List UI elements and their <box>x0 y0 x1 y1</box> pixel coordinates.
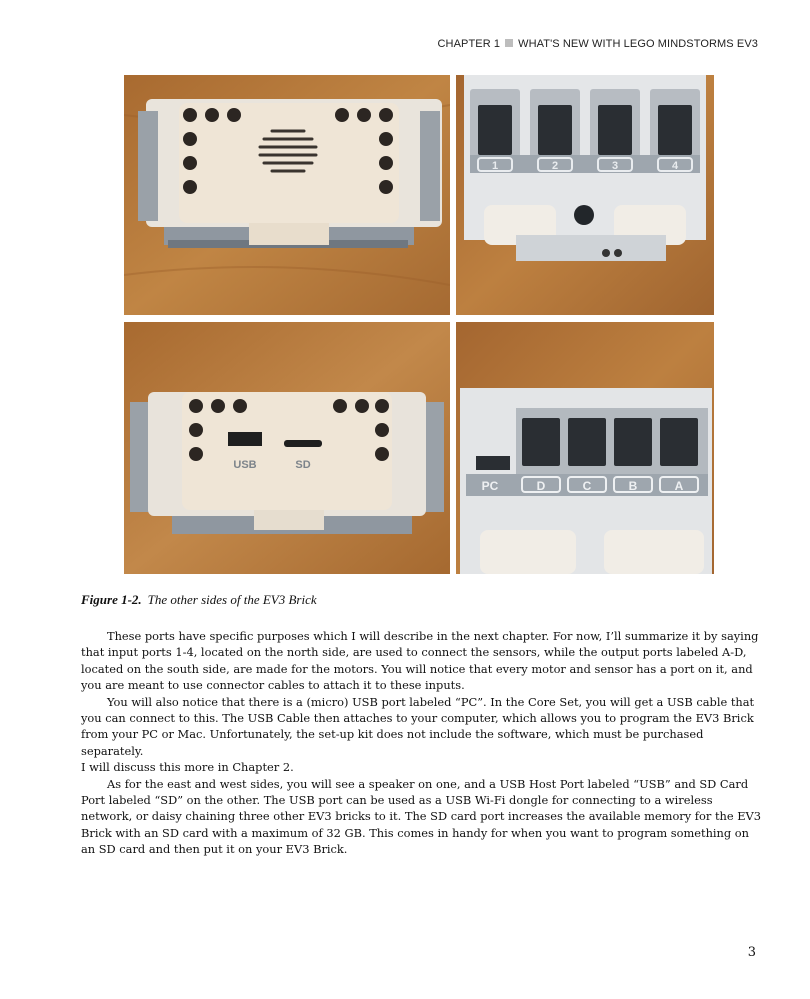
paragraph-east-west: As for the east and west sides, you will see a speaker on one, and a USB Host Port labeled “USB” and SD Card Port labeled “SD” on the other. The USB port can be used as a USB Wi-Fi dongle for connecting to a wireless network, or daisy chaining three other EV3 bricks to it. The SD card port increases the available memory for the EV3 Brick with an SD card with a maximum of 32 GB. This comes in handy for when you want to program something on an SD card and then put it on your EV3 Brick. <box>81 776 762 857</box>
header-separator <box>505 39 513 47</box>
port-label-4: 4 <box>671 160 679 172</box>
paragraph-usb-pc-continued: I will discuss this more in Chapter 2. <box>81 760 294 775</box>
body-text <box>81 628 761 858</box>
photo-input-ports <box>456 75 714 315</box>
figure-number: Figure 1-2. <box>81 592 142 607</box>
port-label-d: D <box>536 479 546 493</box>
sd-port-label: SD <box>295 459 311 471</box>
photo-output-ports <box>456 322 714 574</box>
port-label-pc: PC <box>481 479 499 493</box>
paragraph-usb-pc: You will also notice that there is a (micro) USB port labeled “PC”. In the Core Set, you will get a USB cable that you can connect to this. The USB Cable then attaches to your computer, which allows you to program the EV3 Brick from your PC or Mac. Unfortunately, the set-up kit does not include the software, which must be purchased separately. <box>81 694 755 758</box>
port-label-3: 3 <box>611 160 619 172</box>
photo-speaker-side <box>124 75 450 315</box>
running-header <box>437 38 758 50</box>
port-label-2: 2 <box>551 160 559 172</box>
page-number: 3 <box>747 945 756 960</box>
paragraph-ports: These ports have specific purposes which I will describe in the next chapter. For now, I’ll summarize it by saying that input ports 1-4, located on the north side, are used to connect the sensors, while the output ports labeled A-D, located on the south side, are made for the motors. You will notice that every motor and sensor has a port on it, and you are meant to use connector cables to attach it to these inputs. <box>81 629 759 693</box>
photo-usb-sd-side <box>124 322 450 574</box>
chapter-title: WHAT'S NEW WITH LEGO MINDSTORMS EV3 <box>518 38 758 50</box>
chapter-label: CHAPTER 1 <box>437 38 501 50</box>
figure-caption-text: The other sides of the EV3 Brick <box>147 592 317 607</box>
port-label-c: C <box>582 479 592 493</box>
port-label-a: A <box>674 479 684 493</box>
figure-caption <box>81 592 317 608</box>
usb-port-label: USB <box>233 459 257 471</box>
port-label-1: 1 <box>491 160 499 172</box>
port-label-b: B <box>628 479 638 493</box>
